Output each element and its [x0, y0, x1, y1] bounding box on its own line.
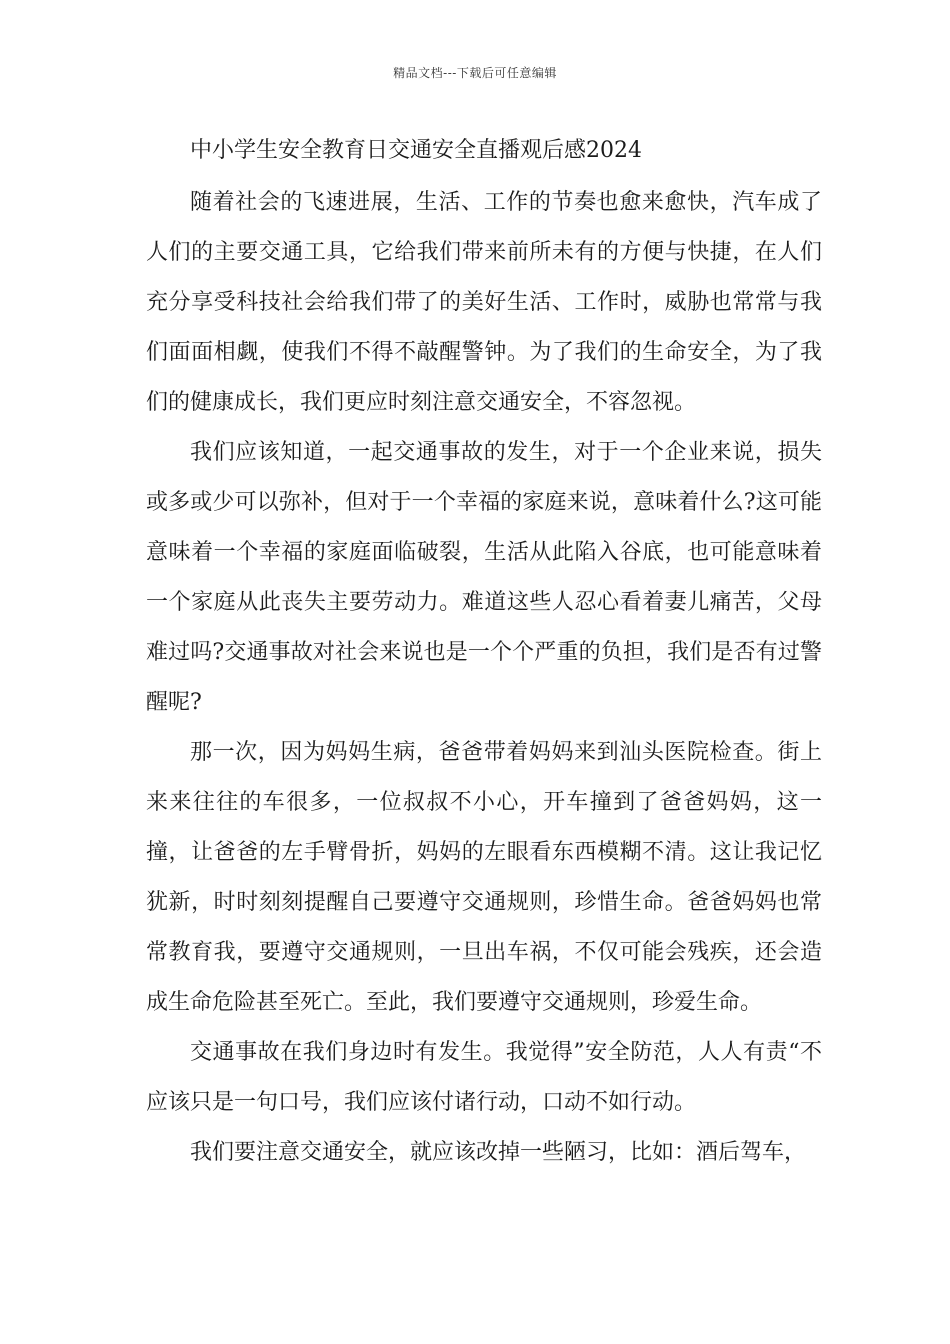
paragraph: 我们要注意交通安全，就应该改掉一些陋习，比如：酒后驾车，	[190, 1140, 807, 1165]
paragraph: 交通事故在我们身边时有发生。我觉得”安全防范，人人有责“不应该只是一句口号，我们应该付诸行动，口动不如行动。	[146, 1040, 822, 1115]
paragraph: 那一次，因为妈妈生病，爸爸带着妈妈来到汕头医院检查。街上来来往往的车很多，一位叔叔不小心，开车撞到了爸爸妈妈，这一撞，让爸爸的左手臂骨折，妈妈的左眼看东西模糊不清。这让我记忆犹新，时时刻刻提醒自己要遵守交通规则，珍惜生命。爸爸妈妈也常常教育我，要遵守交通规则，一旦出车祸，不仅可能会残疾，还会造成生命危险甚至死亡。至此，我们要遵守交通规则，珍爱生命。	[146, 740, 822, 1015]
paragraph: 我们应该知道，一起交通事故的发生，对于一个企业来说，损失或多或少可以弥补，但对于一个幸福的家庭来说，意味着什么?这可能意味着一个幸福的家庭面临破裂，生活从此陷入谷底，也可能意味着一个家庭从此丧失主要劳动力。难道这些人忍心看着妻儿痛苦，父母难过吗?交通事故对社会来说也是一个个严重的负担，我们是否有过警醒呢?	[146, 440, 822, 715]
paragraph: 随着社会的飞速进展，生活、工作的节奏也愈来愈快，汽车成了人们的主要交通工具，它给我们带来前所未有的方便与快捷，在人们充分享受科技社会给我们带了的美好生活、工作时，威胁也常常与我们面面相觑，使我们不得不敲醒警钟。为了我们的生命安全，为了我们的健康成长，我们更应时刻注意交通安全，不容忽视。	[146, 190, 822, 415]
page-header: 精品文档---下载后可任意编辑	[393, 66, 557, 80]
document-body	[146, 178, 822, 1178]
document-title: 中小学生安全教育日交通安全直播观后感2024	[190, 138, 642, 163]
